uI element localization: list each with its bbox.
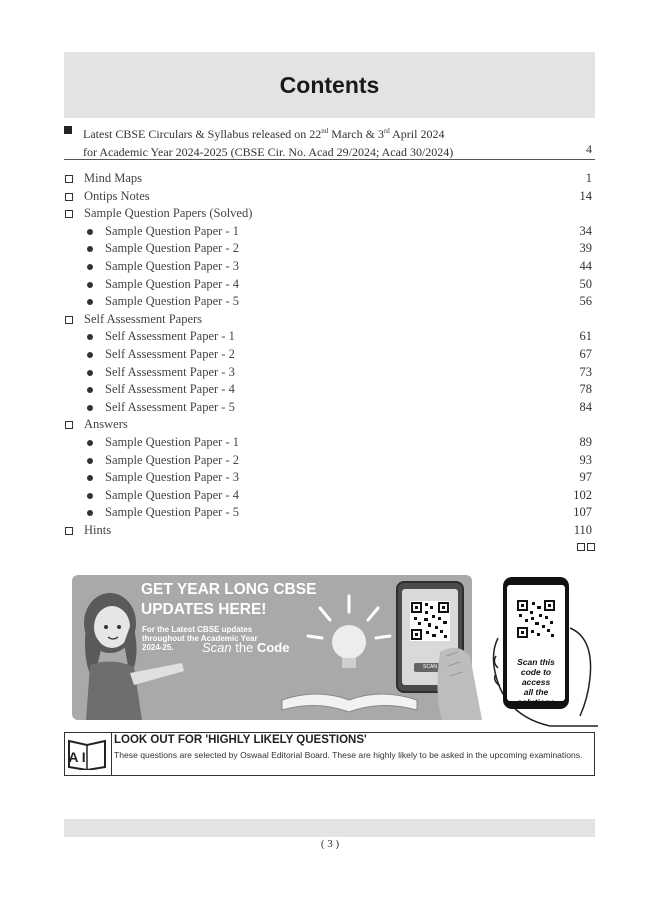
toc-page: 97: [579, 470, 592, 485]
filled-circle-icon: [87, 493, 93, 499]
toc-label: Self Assessment Paper - 1: [105, 329, 235, 344]
hollow-square-icon: [65, 210, 73, 218]
toc-label: Sample Question Paper - 4: [105, 276, 240, 291]
toc-section[interactable]: [64, 205, 595, 223]
hand-illustration-icon: [430, 612, 490, 720]
filled-circle-icon: [87, 282, 93, 288]
toc-item[interactable]: [64, 328, 595, 346]
toc-label: Sample Question Paper - 5: [105, 505, 240, 520]
end-marks: [577, 543, 595, 551]
banner-scan-text: Scan the Code: [202, 640, 290, 655]
toc-item[interactable]: [64, 452, 595, 470]
toc-label: Self Assessment Paper - 4: [105, 382, 235, 397]
toc-label: Answers: [84, 417, 128, 432]
scan-instruction: Scan this code to access all the solutions: [517, 657, 555, 707]
hollow-square-icon: [587, 543, 595, 551]
circular-line-2: for Academic Year 2024-2025 (CBSE Cir. No. Acad 29/2024; Acad 30/2024): [83, 145, 454, 159]
toc-item[interactable]: [64, 276, 595, 294]
toc-page: 1: [585, 171, 592, 185]
toc-page: 107: [573, 505, 592, 520]
header-band: [64, 52, 595, 118]
toc-label: Sample Question Paper - 2: [105, 241, 240, 256]
toc-item[interactable]: [64, 223, 595, 241]
filled-circle-icon: [87, 405, 93, 411]
toc-page: 34: [579, 223, 592, 238]
toc-item[interactable]: [64, 346, 595, 364]
footer-band: [64, 819, 595, 837]
toc-section[interactable]: [64, 311, 595, 329]
lookout-description: These questions are selected by Oswaal Editorial Board. These are highly likely to be asked in the upcoming examinations.: [114, 750, 583, 760]
toc-label: Sample Question Paper - 3: [105, 258, 240, 273]
toc-item[interactable]: [64, 258, 595, 276]
ai-book-icon: [67, 737, 107, 770]
toc-page: 44: [579, 258, 592, 273]
hollow-square-icon: [65, 421, 73, 429]
toc-page: 73: [579, 364, 592, 379]
toc-label: Sample Question Paper - 2: [105, 452, 240, 467]
circular-entry[interactable]: [64, 122, 595, 161]
circular-page: 4: [586, 142, 592, 156]
toc-page: 89: [579, 434, 592, 449]
toc-page: 67: [579, 346, 592, 361]
filled-circle-icon: [87, 229, 93, 235]
toc-page: 84: [579, 399, 592, 414]
toc-label: Sample Question Paper - 3: [105, 470, 240, 485]
toc-item[interactable]: [64, 504, 595, 522]
toc-item[interactable]: [64, 381, 595, 399]
toc-label: Sample Question Papers (Solved): [84, 206, 253, 221]
filled-circle-icon: [87, 334, 93, 340]
toc-page: 56: [579, 294, 592, 309]
toc-label: Self Assessment Paper - 2: [105, 346, 235, 361]
toc-page: 110: [573, 522, 592, 537]
filled-circle-icon: [87, 352, 93, 358]
filled-square-icon: [64, 126, 72, 134]
toc-page: 14: [579, 188, 592, 203]
filled-circle-icon: [87, 264, 93, 270]
toc-label: Hints: [84, 522, 112, 537]
toc-label: Self Assessment Papers: [84, 311, 203, 326]
hollow-square-icon: [577, 543, 585, 551]
hollow-square-icon: [65, 527, 73, 535]
filled-circle-icon: [87, 387, 93, 393]
toc-label: Self Assessment Paper - 3: [105, 364, 235, 379]
filled-circle-icon: [87, 370, 93, 376]
toc-page: 50: [579, 276, 592, 291]
toc-section[interactable]: [64, 522, 595, 540]
phone-solutions-illustration: [503, 577, 569, 709]
toc-item[interactable]: [64, 487, 595, 505]
toc-page: 102: [573, 487, 592, 502]
hollow-square-icon: [65, 193, 73, 201]
hollow-square-icon: [65, 316, 73, 324]
toc-section[interactable]: [64, 188, 595, 206]
filled-circle-icon: [87, 458, 93, 464]
ai-icon-letters: A I: [68, 749, 86, 765]
toc-item[interactable]: [64, 434, 595, 452]
toc-section[interactable]: [64, 416, 595, 434]
toc-label: Sample Question Paper - 4: [105, 487, 240, 502]
toc-label: Mind Maps: [84, 171, 142, 185]
highly-likely-questions-box: [64, 732, 595, 776]
toc-label: Ontips Notes: [84, 188, 150, 203]
toc-item[interactable]: [64, 469, 595, 487]
scan-button: SCAN: [414, 663, 446, 672]
toc-item[interactable]: [64, 293, 595, 311]
qr-code-icon: [516, 599, 556, 639]
banner-subtitle: For the Latest CBSE updates throughout the Academic Year 2024-25.: [142, 625, 258, 652]
page-number: ( 3 ): [320, 838, 340, 850]
toc-section[interactable]: [64, 170, 595, 188]
toc-item[interactable]: [64, 364, 595, 382]
toc-label: Sample Question Paper - 1: [105, 434, 240, 449]
page-title: Contents: [279, 71, 380, 98]
filled-circle-icon: [87, 510, 93, 516]
toc-page: 93: [579, 452, 592, 467]
table-of-contents: [64, 170, 595, 539]
toc-item[interactable]: [64, 399, 595, 417]
banner-title: GET YEAR LONG CBSE UPDATES HERE!: [141, 581, 317, 618]
toc-page: 78: [579, 382, 592, 397]
toc-label: Sample Question Paper - 1: [105, 223, 240, 238]
filled-circle-icon: [87, 475, 93, 481]
circular-line-1: Latest CBSE Circulars & Syllabus released on 22nd March & 3rd April 2024: [83, 127, 445, 141]
filled-circle-icon: [87, 440, 93, 446]
toc-page: 61: [579, 329, 592, 344]
divider: [64, 159, 595, 160]
filled-circle-icon: [87, 299, 93, 305]
toc-item[interactable]: [64, 240, 595, 258]
toc-label: Sample Question Paper - 5: [105, 294, 240, 309]
hollow-square-icon: [65, 175, 73, 183]
filled-circle-icon: [87, 246, 93, 252]
toc-label: Self Assessment Paper - 5: [105, 399, 235, 414]
toc-page: 39: [579, 241, 592, 256]
lookout-title: LOOK OUT FOR 'HIGHLY LIKELY QUESTIONS': [114, 734, 367, 746]
